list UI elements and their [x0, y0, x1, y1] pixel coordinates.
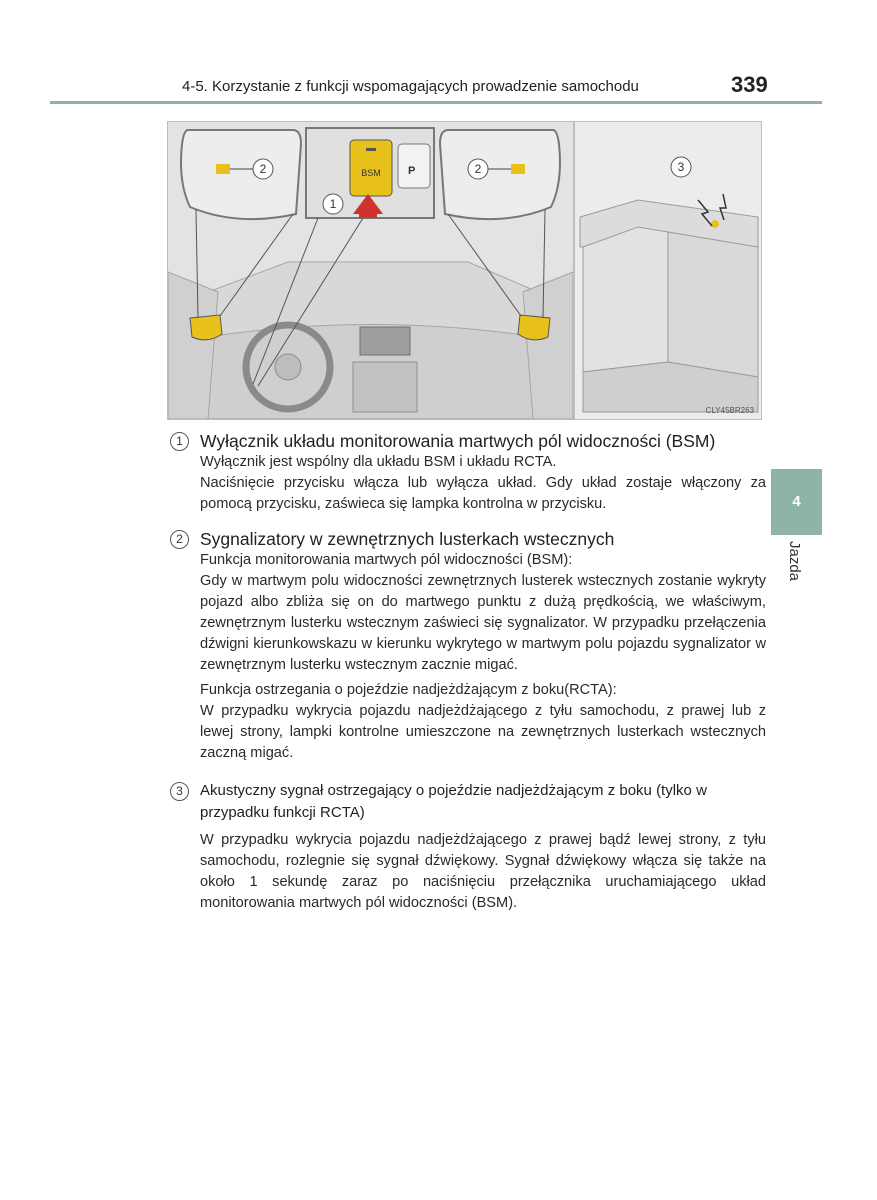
header-title: 4-5. Korzystanie z funkcji wspomagających prowadzenie samochodu [182, 78, 639, 95]
svg-text:2: 2 [259, 162, 267, 176]
item-body: Funkcja monitorowania martwych pól widoczności (BSM): Gdy w martwym polu widoczności zewnętrznych lusterek wstecznych zostanie wykryty pojazd albo zbliża się on do martwego punktu z dużą prędkością, we właściwym, zewnętrznym lusterku wstecznym zaświeci się sygnalizator. W przypadku przełączenia dźwigni kierunkowskazu w kierunku wykrytego w martwym polu pojazdu sygnalizator w zewnętrznym lusterku wstecznym zacznie migać. Funkcja ostrzegania o pojeździe nadjeżdżającym z boku(RCTA): W przypadku wykrycia pojazdu nadjeżdżającego z tyłu samochodu, z prawej lub z lewej strony, lampki kontrolne umieszczone na zewnętrznych lusterkach wstecznych zaczną migać. [200, 552, 766, 761]
item-title: Sygnalizatory w zewnętrznych lusterkach wstecznych [200, 529, 615, 549]
svg-text:2: 2 [474, 162, 482, 176]
callout-3 [671, 157, 691, 177]
item-title: Wyłącznik układu monitorowania martwych pól widoczności (BSM) [200, 431, 716, 451]
item-title: Akustyczny sygnał ostrzegający o pojeździe nadjeżdżającym z boku (tylko w przypadku funkcji RCTA) [200, 782, 707, 821]
list-item [170, 430, 766, 515]
page-number: 339 [731, 72, 768, 97]
bsm-illustration [167, 121, 762, 420]
right-mirror-icon [518, 315, 550, 340]
header-rule [50, 101, 822, 104]
item-number: 2 [170, 530, 189, 549]
svg-text:P: P [408, 165, 416, 177]
item-body: W przypadku wykrycia pojazdu nadjeżdżającego z prawej bądź lewej strony, z tyłu samochodu, rozlegnie się sygnał dźwiękowy. Sygnał dźwiękowy włącza się także na około 1 sekundę zaraz po naciśnięciu przełącznika uruchamiającego układ monitorowania martwych pól widoczności (BSM). [200, 832, 766, 911]
list-item [170, 780, 766, 914]
callout-2-left [253, 159, 273, 179]
item-number: 3 [170, 782, 189, 801]
svg-text:3: 3 [677, 160, 685, 174]
chapter-label: Jazda [786, 541, 803, 582]
rear-speaker-indicator [711, 220, 719, 228]
callout-1 [323, 194, 343, 214]
list-item [170, 528, 766, 764]
callout-2-right [468, 159, 488, 179]
item-number: 1 [170, 432, 189, 451]
bsm-label: BSM [361, 168, 381, 178]
chapter-tab: 4 [771, 469, 822, 535]
figure-code: CLY45BR263 [705, 406, 754, 415]
item-body: Wyłącznik jest wspólny dla układu BSM i układu RCTA. Naciśnięcie przycisku włącza lub wyłącza układ. Gdy układ zostaje włączony za pomocą przycisku, zaświeca się lampka kontrolna w przycisku. [200, 454, 766, 512]
left-mirror-icon [190, 315, 222, 340]
svg-text:1: 1 [329, 197, 337, 211]
